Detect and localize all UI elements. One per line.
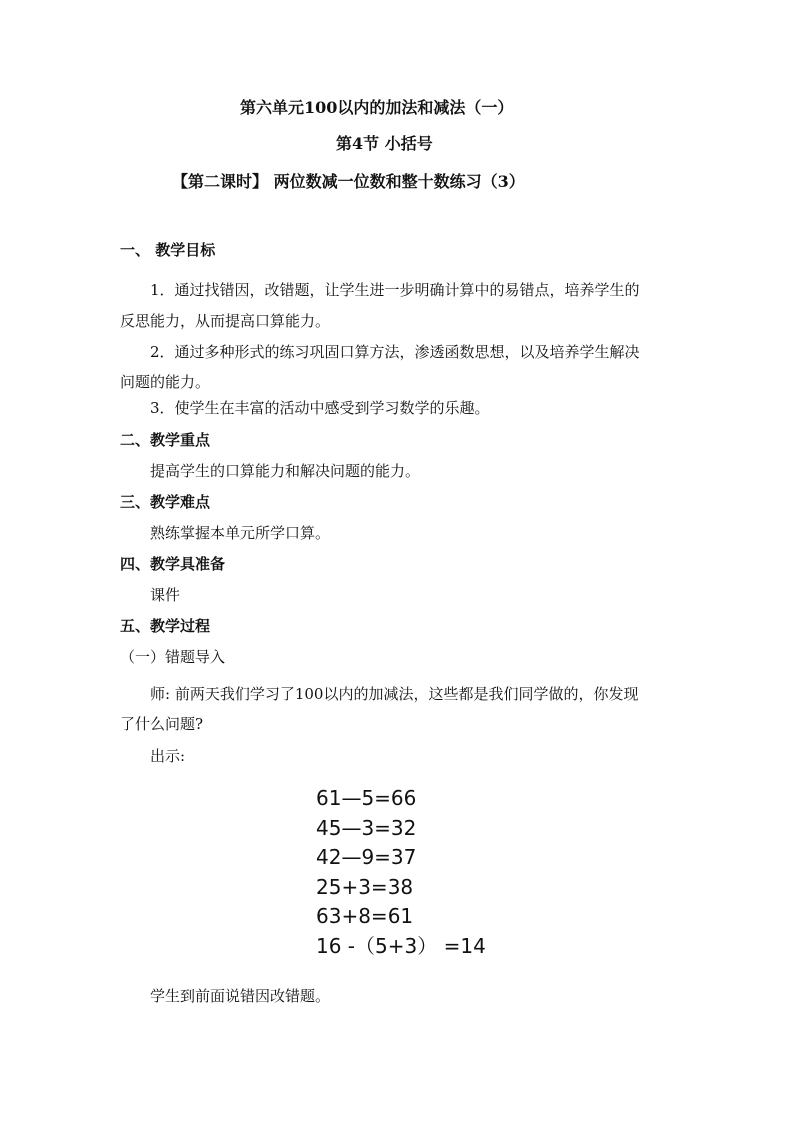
equation-4: 25+3=38 <box>316 875 414 899</box>
equation-2: 45—3=32 <box>316 816 417 840</box>
difficult-text: 熟练掌握本单元所学口算。 <box>150 524 331 542</box>
show-label: 出示: <box>150 747 186 765</box>
key-heading: 二、教学重点 <box>120 431 211 449</box>
equation-3: 42—9=37 <box>316 845 417 869</box>
lesson-title: 【第二课时】 两位数减一位数和整十数练习（3） <box>172 172 525 191</box>
key-text: 提高学生的口算能力和解决问题的能力。 <box>150 462 421 480</box>
equation-1: 61—5=66 <box>316 786 417 810</box>
goal-1-line-2: 反思能力，从而提高口算能力。 <box>120 312 331 330</box>
equation-6: 16 -（5+3） =14 <box>316 934 486 958</box>
equation-5: 63+8=61 <box>316 904 414 928</box>
teacher-line-2: 了什么问题? <box>120 715 204 733</box>
goal-1-line-1: 1．通过找错因，改错题，让学生进一步明确计算中的易错点，培养学生的 <box>150 281 640 299</box>
goal-2-line-2: 问题的能力。 <box>120 373 211 391</box>
process-subheading: （一）错题导入 <box>120 648 226 666</box>
prep-heading: 四、教学具准备 <box>120 555 226 573</box>
teacher-line-1: 师: 前两天我们学习了100以内的加减法，这些都是我们同学做的，你发现 <box>150 685 639 703</box>
goal-3: 3．使学生在丰富的活动中感受到学习数学的乐趣。 <box>150 399 490 417</box>
section-title: 第4节 小括号 <box>336 134 433 153</box>
goal-2-line-1: 2．通过多种形式的练习巩固口算方法，渗透函数思想，以及培养学生解决 <box>150 343 640 361</box>
prep-text: 课件 <box>150 586 181 604</box>
process-heading: 五、教学过程 <box>120 617 211 635</box>
unit-title: 第六单元100以内的加法和减法（一） <box>240 98 514 117</box>
closing-text: 学生到前面说错因改错题。 <box>150 987 331 1005</box>
goals-heading: 一、 教学目标 <box>120 241 216 259</box>
difficult-heading: 三、教学难点 <box>120 493 211 511</box>
